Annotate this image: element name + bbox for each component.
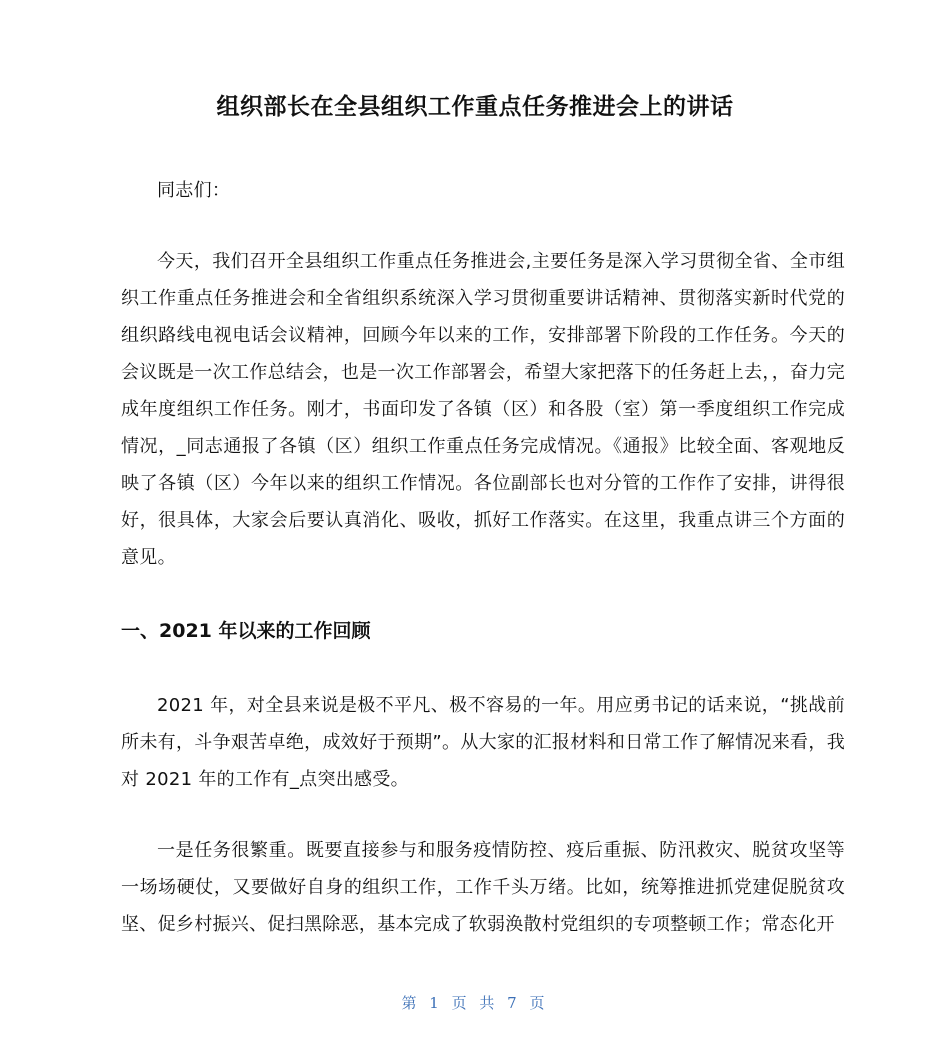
salutation: 同志们：	[157, 180, 231, 201]
document-title: 组织部长在全县组织工作重点任务推进会上的讲话	[216, 94, 734, 120]
paragraph-point-1: 一是任务很繁重。既要直接参与和服务疫情防控、疫后重振、防汛救灾、脱贫攻坚等一场场硬仗，又要做好自身的组织工作，工作千头万绪。比如，统筹推进抓党建促脱贫攻坚、促乡村振兴、促扫黑除恶，基本完成了软弱涣散村党组织的专项整顿工作；常态化开	[121, 840, 845, 935]
paragraph-review: 2021 年，对全县来说是极不平凡、极不容易的一年。用应勇书记的话来说，“挑战前所未有，斗争艰苦卓绝，成效好于预期”。从大家的汇报材料和日常工作了解情况来看，我对 2021 年的工作有_点突出感受。	[121, 695, 845, 790]
page-number-footer: 第 1 页 共 7 页	[401, 994, 549, 1012]
section-heading-1: 一、2021 年以来的工作回顾	[121, 620, 371, 642]
paragraph-intro: 今天，我们召开全县组织工作重点任务推进会,主要任务是深入学习贯彻全省、全市组织工作重点任务推进会和全省组织系统深入学习贯彻重要讲话精神、贯彻落实新时代党的组织路线电视电话会议精神，回顾今年以来的工作，安排部署下阶段的工作任务。今天的会议既是一次工作总结会，也是一次工作部署会，希望大家把落下的任务赶上去，，奋力完成年度组织工作任务。刚才，书面印发了各镇（区）和各股（室）第一季度组织工作完成情况，_同志通报了各镇（区）组织工作重点任务完成情况。《通报》比较全面、客观地反映了各镇（区）今年以来的组织工作情况。各位副部长也对分管的工作作了安排，讲得很好，很具体，大家会后要认真消化、吸收，抓好工作落实。在这里，我重点讲三个方面的意见。	[121, 251, 845, 568]
